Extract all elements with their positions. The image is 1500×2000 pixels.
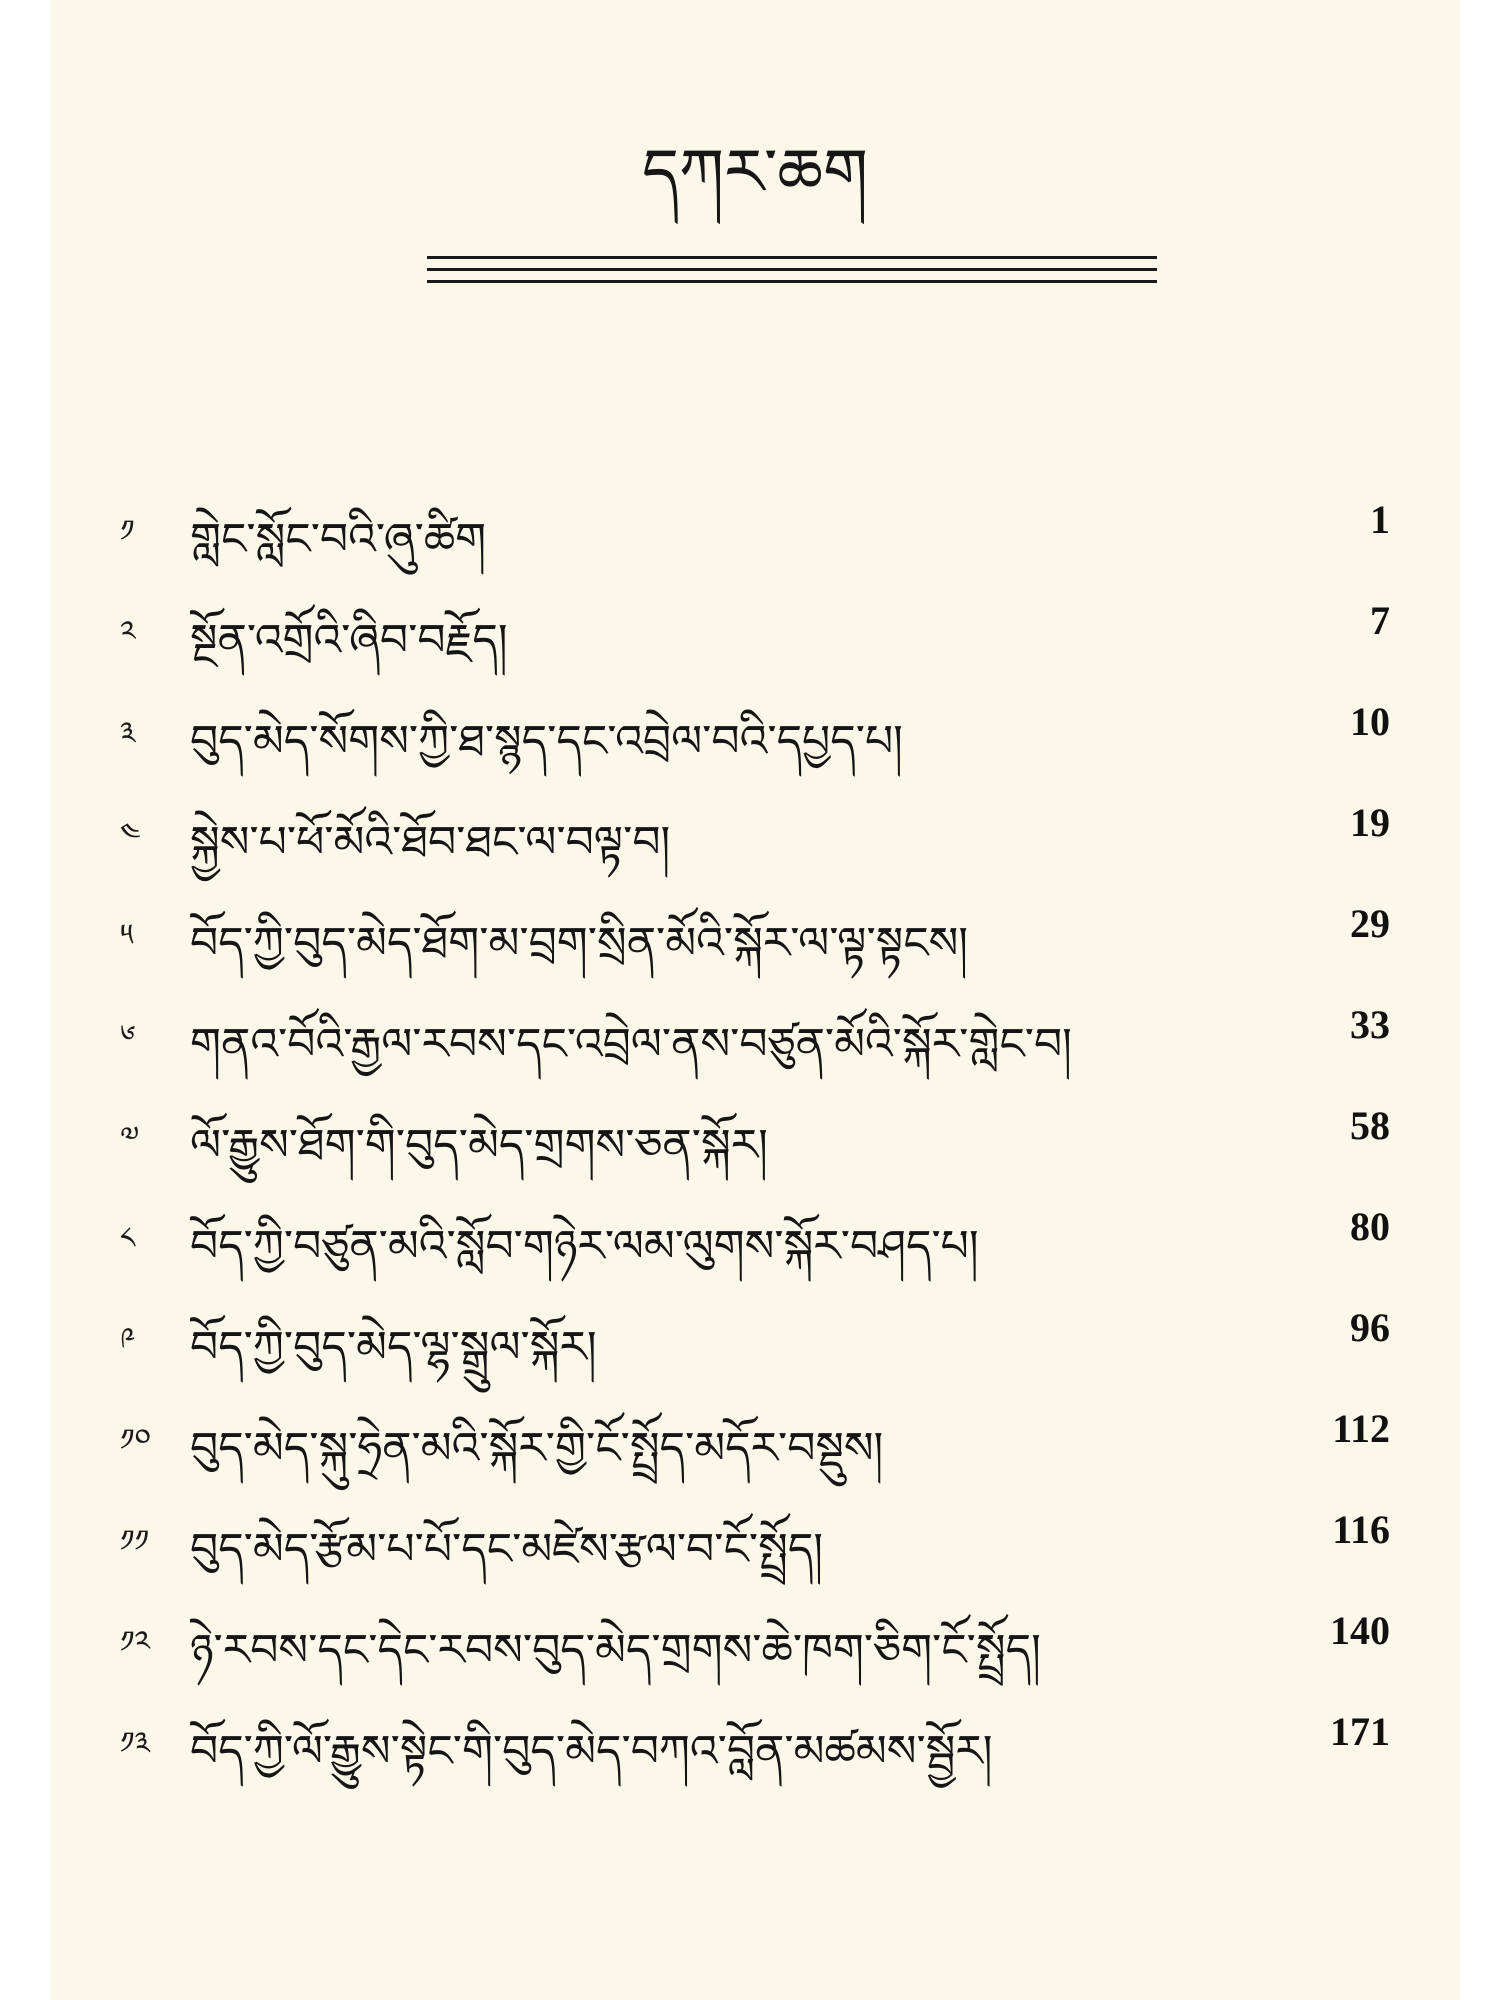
toc-entry — [50, 985, 1460, 1086]
toc-entry — [50, 480, 1460, 581]
toc-entry — [50, 1389, 1460, 1490]
toc-entry-number: ༡༡ — [120, 1524, 150, 1559]
toc-entry-page: 1 — [1370, 497, 1390, 542]
document-page — [50, 0, 1460, 2000]
toc-entry — [50, 783, 1460, 884]
toc-entry-page: 29 — [1350, 901, 1390, 946]
toc-entry-title: ཉེ་རབས་དང་དེང་རབས་བུད་མེད་གྲགས་ཆེ་ཁག་ཅིག་ངོ་སྤྲོད། — [190, 1625, 1041, 1676]
toc-entry — [50, 581, 1460, 682]
toc-entry-title: སྔོན་འགྲོའི་ཞིབ་བརྗོད། — [190, 615, 508, 666]
toc-entry — [50, 884, 1460, 985]
toc-entry-number: ༡ — [120, 514, 135, 549]
table-of-contents — [50, 480, 1460, 1793]
toc-entry-page: 96 — [1350, 1305, 1390, 1350]
toc-entry-number: ༦ — [120, 1019, 136, 1054]
toc-entry — [50, 1591, 1460, 1692]
toc-entry — [50, 682, 1460, 783]
toc-entry-title: ལོ་རྒྱུས་ཐོག་གི་བུད་མེད་གྲགས་ཅན་སྐོར། — [190, 1120, 768, 1171]
toc-entry-title: བོད་ཀྱི་ལོ་རྒྱུས་སྟེང་གི་བུད་མེད་བཀའ་བློན་མཚམས་སྦྱོར། — [190, 1726, 993, 1777]
toc-entry-title: གླེང་སློང་བའི་ཞུ་ཚིག — [190, 514, 487, 565]
toc-entry-title: སྐྱེས་པ་ཕོ་མོའི་ཐོབ་ཐང་ལ་བལྟ་བ། — [190, 817, 671, 868]
toc-entry-title: བུད་མེད་སོགས་ཀྱི་ཐ་སྙད་དང་འབྲེལ་བའི་དཔྱད་པ། — [190, 716, 903, 767]
toc-entry-page: 171 — [1330, 1709, 1390, 1754]
toc-entry — [50, 1187, 1460, 1288]
toc-entry-page: 58 — [1350, 1103, 1390, 1148]
toc-entry-number: ༩ — [120, 1322, 136, 1357]
toc-entry-number: ༣ — [120, 716, 136, 751]
toc-entry-title: བོད་ཀྱི་བཙུན་མའི་སློབ་གཉེར་ལམ་ལུགས་སྐོར་བཤད་པ། — [190, 1221, 979, 1272]
toc-entry-title: གནའ་བོའི་རྒྱལ་རབས་དང་འབྲེལ་ནས་བཙུན་མོའི་སྐོར་གླེང་བ། — [190, 1019, 1072, 1070]
toc-entry-page: 7 — [1370, 598, 1390, 643]
title-rule-middle — [427, 268, 1157, 271]
toc-entry-title: བོད་ཀྱི་བུད་མེད་ཐོག་མ་བྲག་སྲིན་མོའི་སྐོར་ལ་ལྟ་སྟངས། — [190, 918, 969, 969]
toc-entry — [50, 1288, 1460, 1389]
toc-entry-title: བུད་མེད་རྩོམ་པ་པོ་དང་མཛེས་རྩལ་བ་ངོ་སྤྲོད། — [190, 1524, 824, 1575]
title-rule-bottom — [427, 280, 1157, 283]
toc-entry-number: ༥ — [120, 918, 134, 953]
toc-entry-page: 80 — [1350, 1204, 1390, 1249]
toc-entry — [50, 1086, 1460, 1187]
toc-entry-number: ༨ — [120, 1221, 136, 1256]
toc-entry-page: 10 — [1350, 699, 1390, 744]
toc-entry-page: 112 — [1332, 1406, 1390, 1451]
toc-entry-number: ༢ — [120, 615, 136, 650]
toc-entry-number: ༡༢ — [120, 1625, 151, 1660]
toc-entry-page: 33 — [1350, 1002, 1390, 1047]
title-rule-top — [427, 256, 1157, 259]
toc-entry-number: ༤ — [120, 817, 141, 852]
toc-entry-title: བོད་ཀྱི་བུད་མེད་ལྷ་སྒྲུལ་སྐོར། — [190, 1322, 597, 1373]
toc-entry-title: བུད་མེད་སྐུ་ཧྲེན་མའི་སྐོར་གྱི་ངོ་སྤྲོད་མདོར་བསྡུས། — [190, 1423, 884, 1474]
toc-entry-number: ༡༠ — [120, 1423, 151, 1458]
toc-entry-number: ༧ — [120, 1120, 140, 1155]
toc-entry-page: 19 — [1350, 800, 1390, 845]
toc-entry-page: 140 — [1330, 1608, 1390, 1653]
toc-entry — [50, 1692, 1460, 1793]
toc-entry — [50, 1490, 1460, 1591]
page-title: དཀར་ཆག — [641, 136, 869, 210]
toc-entry-number: ༡༣ — [120, 1726, 150, 1761]
toc-entry-page: 116 — [1332, 1507, 1390, 1552]
